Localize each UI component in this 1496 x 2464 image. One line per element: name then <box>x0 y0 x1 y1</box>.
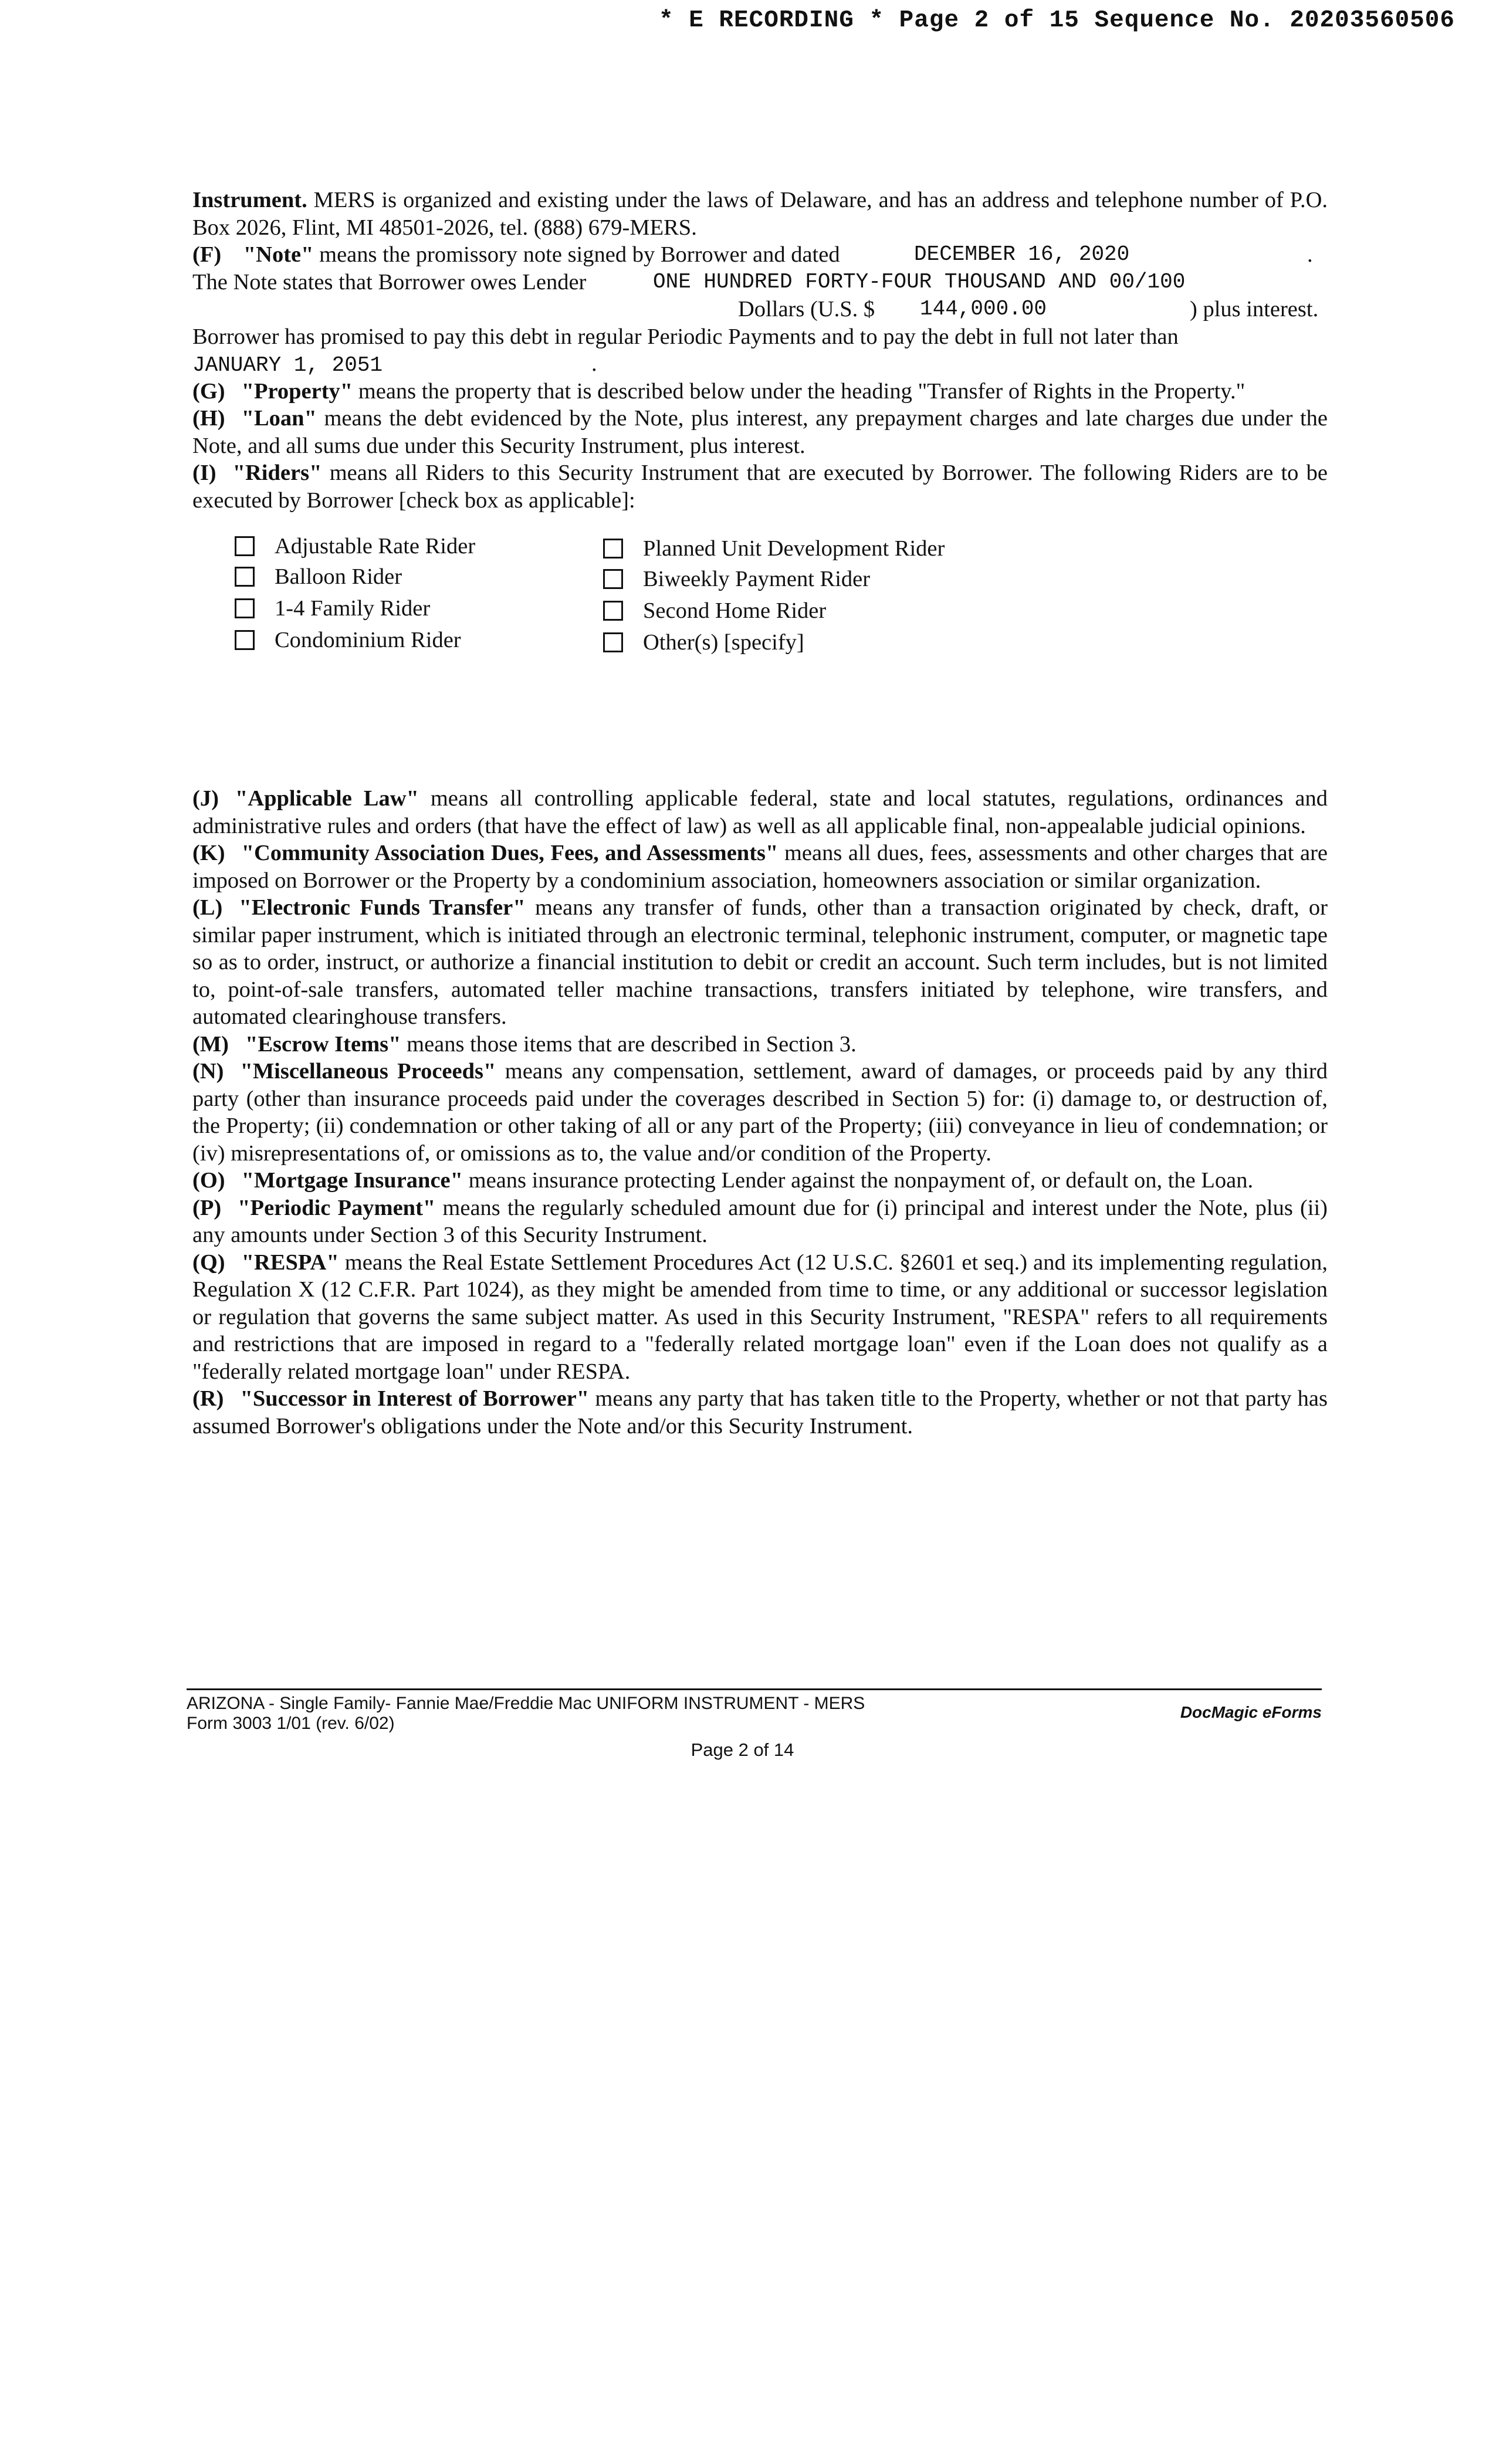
note-maturity-date: JANUARY 1, 2051 <box>192 353 383 377</box>
note-line-1 <box>192 241 1328 269</box>
form-footer <box>187 1688 1322 1761</box>
note-line-2 <box>192 269 1328 296</box>
loan-text: means the debt evidenced by the Note, plus interest, any prepayment charges and late charges due under the Note, and all sums due under this Security Instrument, plus interest. <box>192 406 1328 458</box>
rider-label: Adjustable Rate Rider <box>275 534 476 559</box>
checkbox[interactable] <box>235 567 255 587</box>
riders-definition <box>192 459 1328 514</box>
rider-label: Second Home Rider <box>643 598 827 623</box>
instrument-lead: Instrument. <box>192 188 307 212</box>
definition-text: means the regularly scheduled amount due for (i) principal and interest under the Note, plus (ii) any amounts under Section 3 of this Security Instrument. <box>192 1195 1328 1247</box>
form-identification <box>187 1694 1322 1734</box>
note-dollars-text: Dollars (U.S. $ <box>738 297 875 321</box>
definition-label: (K) <box>192 841 225 865</box>
definition-text: means any compensation, settlement, award of damages, or proceeds paid by any third party (other than insurance proceeds paid under the coverages described in Section 5) for: (i) damage to, or destruction of, the Property; (ii) condemnation or other taking of all or any part of the Property; (iii) conveyance in lieu of condemnation; or (iv) misrepresentations of, or omissions as to, the value and/or condition of the Property. <box>192 1059 1328 1166</box>
definition-respa <box>192 1249 1328 1386</box>
note-line-5 <box>192 350 1328 378</box>
rider-adjustable-rate[interactable] <box>235 533 475 560</box>
definition-term: "RESPA" <box>241 1250 339 1275</box>
definition-escrow-items <box>192 1031 1328 1058</box>
note-plus-interest: ) plus interest. <box>1190 297 1319 321</box>
recording-header: * E RECORDING * Page 2 of 15 Sequence No. 20203560506 <box>658 7 1455 34</box>
definition-term: "Periodic Payment" <box>238 1195 436 1220</box>
property-term: "Property" <box>241 378 353 404</box>
checkbox[interactable] <box>235 630 255 650</box>
rider-others[interactable] <box>603 629 804 656</box>
page-number: Page 2 of 14 <box>691 1739 794 1760</box>
definition-term: "Escrow Items" <box>245 1031 401 1057</box>
form-line-1: ARIZONA - Single Family- Fannie Mae/Freddie Mac UNIFORM INSTRUMENT - MERS <box>187 1694 865 1713</box>
definition-periodic-payment <box>192 1194 1328 1249</box>
definition-text: means any transfer of funds, other than a transaction originated by check, draft, or similar paper instrument, which is initiated through an electronic terminal, telephonic instrument, computer, or magnetic tape so as to order, instruct, or authorize a financial institution to debit or credit an account. Such term includes, but is not limited to, point-of-sale transfers, automated teller machine transactions, transfers initiated by telephone, wire transfers, and automated clearinghouse transfers. <box>192 895 1328 1029</box>
instrument-text: MERS is organized and existing under the laws of Delaware, and has an address and telephone number of P.O. Box 2026, Flint, MI 48501-2026, tel. (888) 679-MERS. <box>192 188 1328 240</box>
note-amount-words: ONE HUNDRED FORTY-FOUR THOUSAND AND 00/100 <box>653 269 1186 294</box>
checkbox[interactable] <box>603 569 623 589</box>
rider-label: 1-4 Family Rider <box>275 596 431 621</box>
definition-successor-in-interest <box>192 1385 1328 1440</box>
rider-second-home[interactable] <box>603 597 826 625</box>
note-text: means the promissory note signed by Borrower and dated <box>313 242 840 267</box>
loan-definition <box>192 405 1328 459</box>
definition-term: "Successor in Interest of Borrower" <box>240 1386 590 1411</box>
instrument-paragraph <box>192 187 1328 241</box>
rider-planned-unit-development[interactable] <box>603 535 945 563</box>
riders-label: (I) <box>192 461 216 485</box>
rider-biweekly-payment[interactable] <box>603 566 870 593</box>
riders-checklist <box>192 521 1328 668</box>
definition-text: means all controlling applicable federal, state and local statutes, regulations, ordinances and administrative rules and orders (that have the effect of law) as well as all applicable final, non-appealable judicial opinions. <box>192 786 1328 838</box>
rider-condominium[interactable] <box>235 627 461 654</box>
definition-term: "Applicable Law" <box>235 786 419 811</box>
definition-mortgage-insurance <box>192 1167 1328 1194</box>
note-label: (F) <box>192 242 222 267</box>
definition-label: (J) <box>192 786 219 811</box>
definition-label: (R) <box>192 1386 224 1411</box>
definition-electronic-funds-transfer <box>192 894 1328 1031</box>
definition-label: (O) <box>192 1168 225 1193</box>
checkbox[interactable] <box>603 539 623 559</box>
checkbox[interactable] <box>235 536 255 556</box>
note-maturity-dot: . <box>591 351 597 376</box>
definition-term: "Community Association Dues, Fees, and Assessments" <box>241 841 779 865</box>
loan-label: (H) <box>192 406 225 431</box>
definition-community-association <box>192 840 1328 894</box>
definition-label: (N) <box>192 1059 224 1084</box>
note-term: "Note" <box>243 242 314 267</box>
riders-term: "Riders" <box>232 461 322 485</box>
rider-label: Planned Unit Development Rider <box>643 536 945 561</box>
definition-term: "Miscellaneous Proceeds" <box>240 1059 496 1084</box>
loan-term: "Loan" <box>241 406 317 431</box>
definition-label: (Q) <box>192 1250 225 1275</box>
rider-1-4-family[interactable] <box>235 595 430 622</box>
definition-label: (M) <box>192 1031 229 1057</box>
form-line-2: Form 3003 1/01 (rev. 6/02) <box>187 1714 395 1733</box>
definition-term: "Mortgage Insurance" <box>241 1168 463 1193</box>
note-date: DECEMBER 16, 2020 <box>914 242 1130 266</box>
definition-applicable-law <box>192 785 1328 840</box>
note-date-dot: . <box>1307 242 1313 267</box>
definition-label: (P) <box>192 1195 222 1220</box>
checkbox[interactable] <box>603 601 623 621</box>
rider-label: Biweekly Payment Rider <box>643 567 871 591</box>
checkbox[interactable] <box>235 598 255 618</box>
document-body <box>192 187 1328 1440</box>
definition-text: means any party that has taken title to the Property, whether or not that party has assumed Borrower's obligations under the Note and/or this Security Instrument. <box>192 1386 1328 1439</box>
note-amount-number: 144,000.00 <box>920 297 1047 321</box>
rider-label: Other(s) [specify] <box>643 630 804 655</box>
property-label: (G) <box>192 378 225 404</box>
property-definition <box>192 378 1328 405</box>
definition-term: "Electronic Funds Transfer" <box>239 895 526 920</box>
definition-text: means those items that are described in Section 3. <box>401 1031 857 1057</box>
definitions-list <box>192 785 1328 1440</box>
checkbox[interactable] <box>603 632 623 652</box>
docmagic-logo: DocMagic eForms <box>1180 1703 1322 1721</box>
definition-text: means all dues, fees, assessments and other charges that are imposed on Borrower or the Property by a condominium association, homeowners association or similar organization. <box>192 841 1328 893</box>
riders-text: means all Riders to this Security Instrument that are executed by Borrower. The following Riders are to be executed by Borrower [check box as applicable]: <box>192 461 1328 513</box>
definition-miscellaneous-proceeds <box>192 1058 1328 1167</box>
rider-label: Balloon Rider <box>275 564 402 589</box>
definition-label: (L) <box>192 895 223 920</box>
definition-text: means the Real Estate Settlement Procedures Act (12 U.S.C. §2601 et seq.) and its implementing regulation, Regulation X (12 C.F.R. Part 1024), as they might be amended from time to time, or any additional or successor legislation or regulation that governs the same subject matter. As used in this Security Instrument, "RESPA" refers to all requirements and restrictions that are imposed in regard to a "federally related mortgage loan" even if the Loan does not qualify as a "federally related mortgage loan" under RESPA. <box>192 1250 1328 1384</box>
rider-balloon[interactable] <box>235 563 402 591</box>
note-line-3 <box>192 296 1328 323</box>
rider-label: Condominium Rider <box>275 628 461 652</box>
note-owes-text: The Note states that Borrower owes Lender <box>192 269 587 295</box>
note-promise: Borrower has promised to pay this debt in regular Periodic Payments and to pay the debt in full not later than <box>192 324 1179 349</box>
property-text: means the property that is described below under the heading "Transfer of Rights in the Property." <box>353 378 1245 404</box>
definition-text: means insurance protecting Lender against the nonpayment of, or default on, the Loan. <box>463 1168 1254 1193</box>
